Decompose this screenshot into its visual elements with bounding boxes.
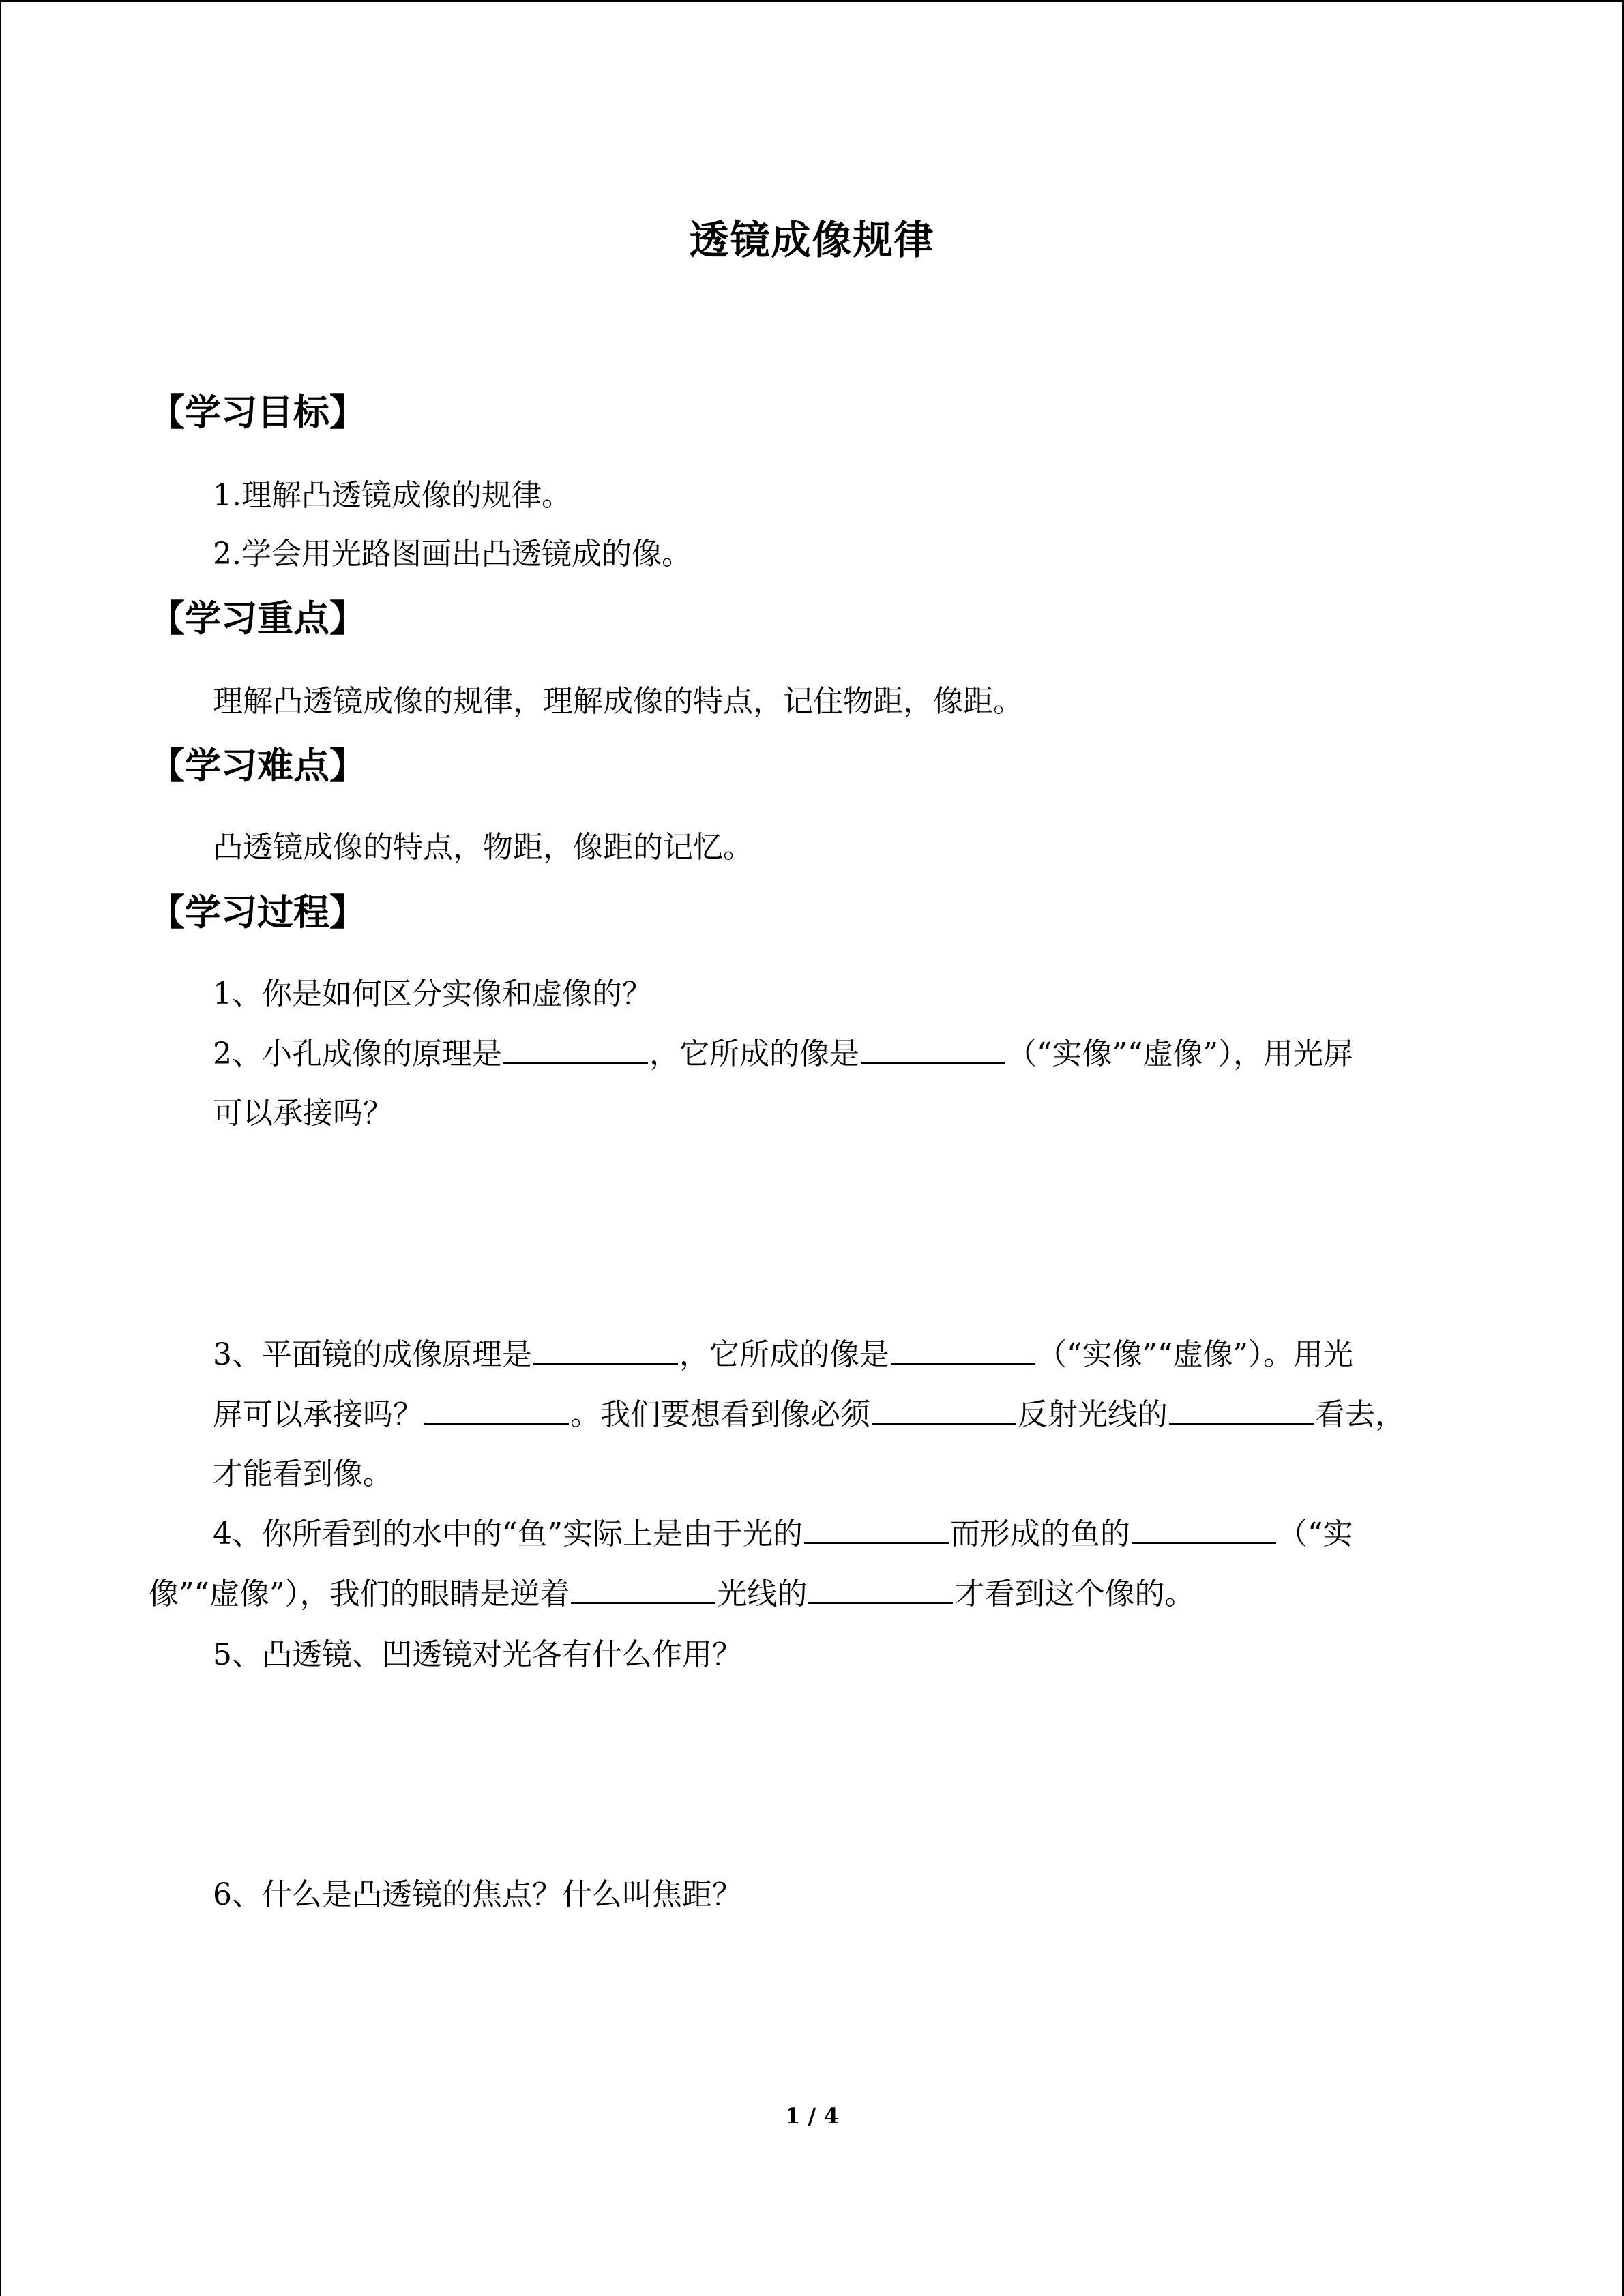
answer-blank[interactable] [503,1035,648,1064]
section-heading-difficulty: 【学习难点】 [149,745,366,787]
question-4-text-a: 4、你所看到的水中的“鱼”实际上是由于光的 [213,1517,803,1551]
question-4-text-d: 像”“虚像”），我们的眼睛是逆着 [149,1577,570,1611]
question-2-text-a: 2、小孔成像的原理是 [213,1037,502,1071]
section-heading-key: 【学习重点】 [149,597,366,640]
question-3-text-d: 屏可以承接吗？ [213,1397,423,1432]
question-2-line-2: 可以承接吗？ [213,1096,393,1131]
goal-item-2: 2.学会用光路图画出凸透镜成的像。 [213,537,692,571]
difficulty-text: 凸透镜成像的特点，物距，像距的记忆。 [213,830,753,865]
question-3-line-3: 才能看到像。 [213,1457,393,1491]
question-3-text-b: ，它所成的像是 [679,1337,889,1372]
answer-blank[interactable] [424,1396,569,1425]
question-3-text-e: 。我们要想看到像必须 [570,1397,870,1432]
answer-blank[interactable] [533,1336,678,1365]
question-3-text-g: 看去， [1315,1397,1405,1432]
answer-blank[interactable] [1132,1515,1276,1544]
answer-blank[interactable] [804,1515,949,1544]
question-2-line-1 [213,1034,1353,1075]
question-3-text-c: （“实像”“虚像”）。用光 [1037,1337,1353,1372]
page-title: 透镜成像规律 [689,217,935,263]
answer-blank[interactable] [571,1575,715,1604]
question-4-text-e: 光线的 [717,1577,808,1611]
question-6: 6、什么是凸透镜的焦点？什么叫焦距？ [213,1877,742,1912]
question-5: 5、凸透镜、凹透镜对光各有什么作用？ [213,1637,742,1672]
question-1: 1、你是如何区分实像和虚像的？ [213,976,652,1011]
answer-blank[interactable] [891,1336,1035,1365]
answer-blank[interactable] [1169,1396,1314,1425]
answer-blank[interactable] [872,1396,1016,1425]
goal-item-1: 1.理解凸透镜成像的规律。 [213,478,572,513]
question-2-text-b: ，它所成的像是 [649,1037,859,1071]
question-4-text-c: （“实 [1277,1517,1353,1551]
question-3-line-1 [213,1335,1353,1375]
question-3-text-a: 3、平面镜的成像原理是 [213,1337,532,1372]
answer-blank[interactable] [861,1035,1005,1064]
question-2-text-c: （“实像”“虚像”），用光屏 [1007,1037,1353,1071]
answer-blank[interactable] [808,1575,953,1604]
question-4-line-1 [213,1514,1353,1555]
key-text: 理解凸透镜成像的规律，理解成像的特点，记住物距，像距。 [213,684,1023,719]
question-3-line-2 [213,1395,1405,1435]
page-number: 1 / 4 [785,2103,839,2129]
section-heading-process: 【学习过程】 [149,891,366,934]
question-3-text-f: 反射光线的 [1018,1397,1168,1432]
question-4-line-2 [149,1574,1194,1615]
section-heading-goals: 【学习目标】 [149,391,366,434]
question-4-text-b: 而形成的鱼的 [949,1517,1130,1551]
question-4-text-f: 才看到这个像的。 [954,1577,1195,1611]
